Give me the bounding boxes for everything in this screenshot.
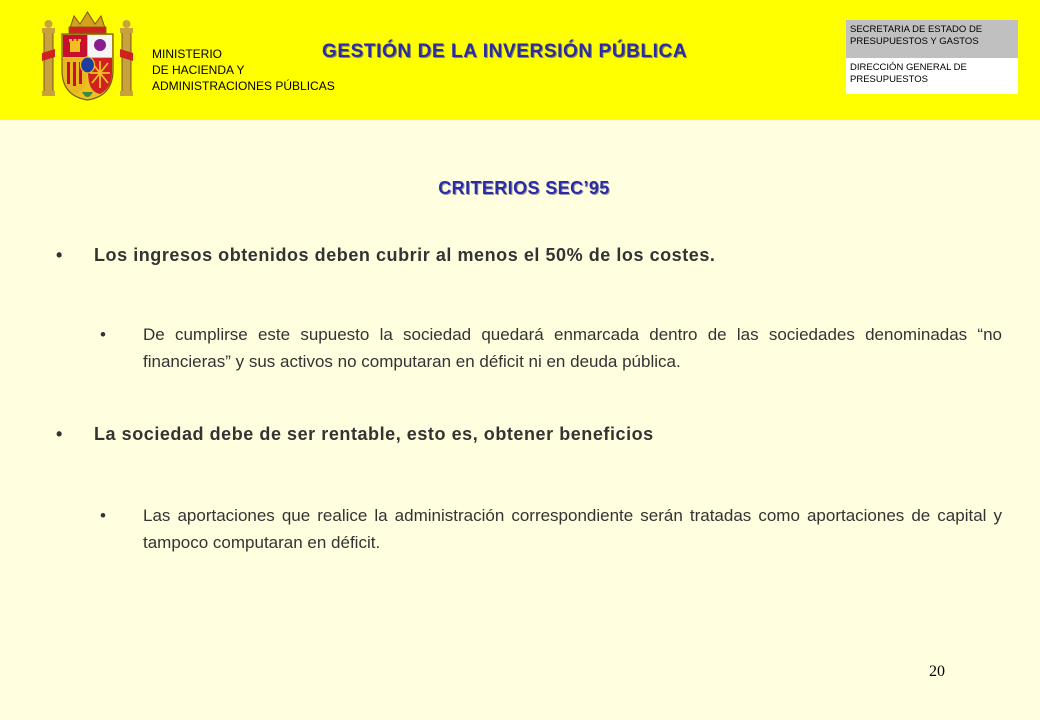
page-title: GESTIÓN DE LA INVERSIÓN PÚBLICA: [322, 41, 688, 62]
bullet-text: Los ingresos obtenidos deben cubrir al menos el 50% de los costes.: [94, 245, 716, 265]
ministry-line: DE HACIENDA Y: [152, 63, 245, 77]
bullet-symbol: •: [56, 245, 63, 265]
sub-bullet-symbol: •: [100, 506, 106, 525]
ministry-name: [152, 46, 335, 94]
ministry-line: MINISTERIO: [152, 47, 223, 61]
bullet-symbol: •: [56, 424, 63, 444]
sub-bullet-item: [100, 502, 1002, 556]
sub-bullet-item: [100, 321, 1002, 375]
sub-bullet-symbol: •: [100, 325, 106, 344]
section-title: CRITERIOS SEC’95: [438, 178, 610, 198]
agency-box: [846, 20, 1018, 94]
sub-bullet-text: Las aportaciones que realice la administración correspondiente serán tratadas como aportaciones de capital y tampoco computaran en déficit.: [143, 506, 1002, 552]
bullet-item: [56, 245, 1006, 266]
page-number: 20: [929, 663, 945, 680]
spanish-coat-of-arms-icon: [40, 8, 135, 103]
bullet-text: La sociedad debe de ser rentable, esto es, obtener beneficios: [94, 424, 654, 444]
bullet-item: [56, 424, 1006, 445]
ministry-line: ADMINISTRACIONES PÚBLICAS: [152, 79, 335, 93]
agency-direccion: DIRECCIÓN GENERAL DE PRESUPUESTOS: [846, 58, 1018, 94]
sub-bullet-text: De cumplirse este supuesto la sociedad quedará enmarcada dentro de las sociedades denominadas “no financieras” y sus activos no computaran en déficit ni en deuda pública.: [143, 325, 1002, 371]
agency-secretaria: SECRETARIA DE ESTADO DE PRESUPUESTOS Y GASTOS: [846, 20, 1018, 58]
header-bar: [0, 0, 1040, 120]
